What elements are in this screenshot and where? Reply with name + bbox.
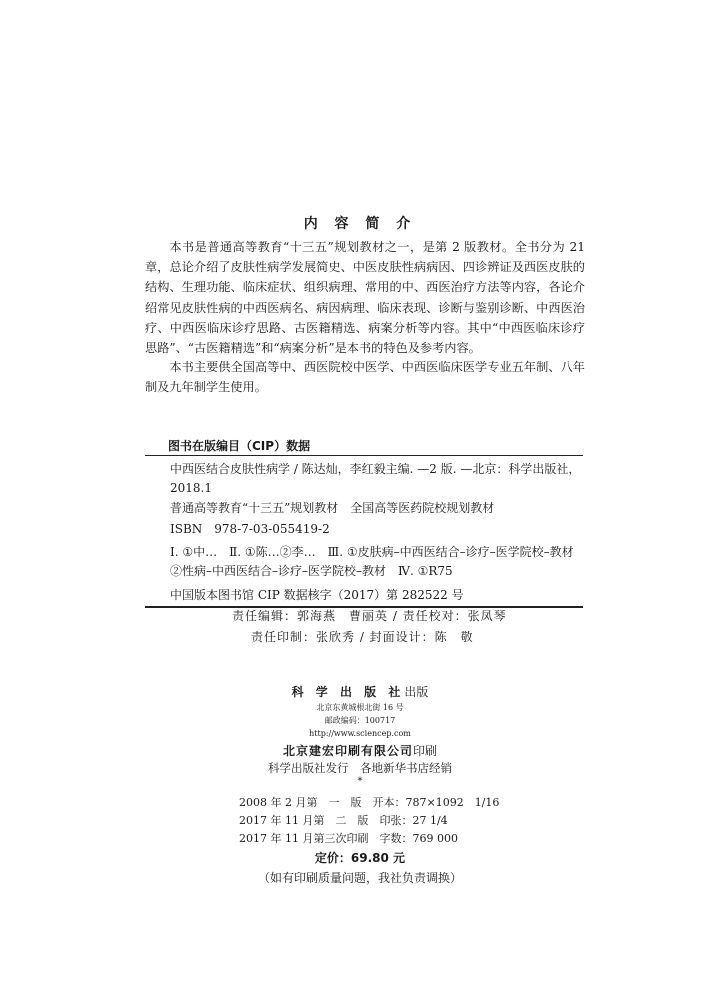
publisher-line — [0, 683, 720, 700]
summary-paragraph-2: 本书主要供全国高等中、西医院校中医学、中西医临床医学专业五年制、八年制及九年制学生使用。 — [145, 360, 585, 395]
cip-title-line: 中西医结合皮肤性病学 / 陈达灿，李红毅主编. —2 版. —北京：科学出版社，2018.1 — [170, 462, 581, 496]
summary-title: 内 容 简 介 — [303, 216, 417, 232]
cip-classification-line: Ⅰ. ①中… Ⅱ. ①陈…②李… Ⅲ. ①皮肤病–中西医结合–诊疗–医学院校–教材②性病–中西医结合–诊疗–医学院校–教材 Ⅳ. ①R75 — [170, 545, 574, 579]
edition-row-3: 2017 年 11 月第三次印刷 字数：769 000 — [239, 832, 458, 845]
printer-line — [0, 742, 720, 759]
cip-heading: 图书在版编目（CIP）数据 — [168, 439, 311, 453]
summary-paragraph-1: 本书是普通高等教育“十三五”规划教材之一，是第 2 版教材。全书分为 21 章，总论介绍了皮肤性病学发展简史、中医皮肤性病病因、四诊辨证及西医皮肤的结构、生理功能、临床症状、组织病理、常用的中、西医治疗方法等内容，各论介绍常见皮肤性病的中西医病名、病因病理、临床表现、诊断与鉴别诊断、中西医治疗、中西医临床诊疗思路、古医籍精选、病案分析等内容。其中“中西医临床诊疗思路”、“古医籍精选”和“病案分析”是本书的特色及参考内容。 — [145, 240, 585, 356]
publisher-address: 北京东黄城根北街 16 号 — [316, 703, 404, 712]
printer-name: 北京建宏印刷有限公司 — [282, 744, 413, 758]
distribution-line: 科学出版社发行 各地新华书店经销 — [268, 761, 452, 775]
publisher-suffix: 出版 — [404, 685, 429, 699]
cip-isbn-line: ISBN 978-7-03-055419-2 — [170, 522, 330, 536]
website: http://www.sciencep.com — [309, 729, 411, 738]
separator-star: * — [357, 776, 363, 787]
credits-editors: 责任编辑：郭海燕 曹丽英 / 责任校对：张凤琴 — [232, 609, 507, 623]
edition-row-1: 2008 年 2 月第 一 版 开本：787×1092 1/16 — [239, 796, 500, 809]
publisher-name: 科 学 出 版 社 — [291, 685, 405, 699]
cip-top-rule — [145, 455, 583, 456]
edition-row-2: 2017 年 11 月第 二 版 印张：27 1/4 — [239, 814, 448, 827]
postcode: 邮政编码：100717 — [324, 716, 396, 725]
cip-series-line: 普通高等教育“十三五”规划教材 全国高等医药院校规划教材 — [170, 501, 495, 515]
credits-production: 责任印制：张欣秀 / 封面设计：陈 敬 — [251, 630, 474, 644]
quality-notice: （如有印刷质量问题，我社负责调换） — [257, 871, 462, 885]
printer-suffix: 印刷 — [413, 744, 438, 758]
price: 定价：69.80 元 — [314, 851, 406, 865]
cip-record-number-line: 中国版本图书馆 CIP 数据核字（2017）第 282522 号 — [170, 588, 464, 602]
